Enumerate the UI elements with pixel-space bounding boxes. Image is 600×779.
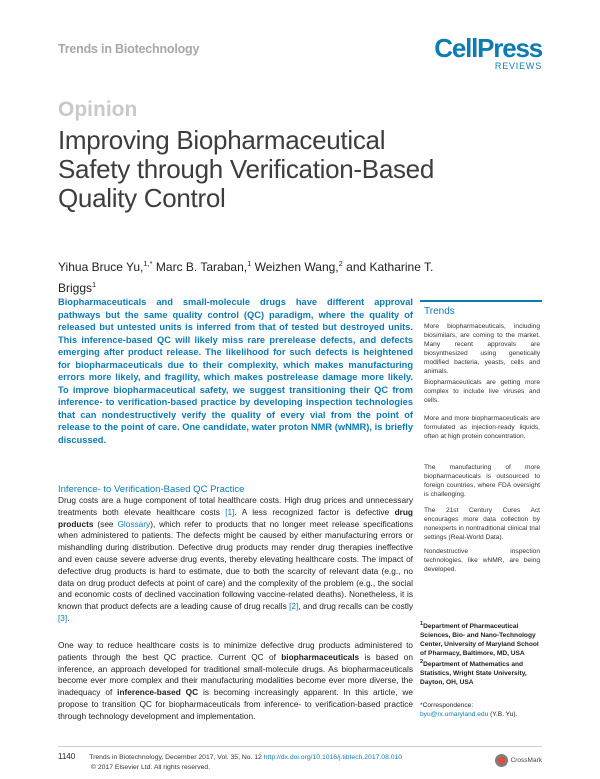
correspondence-email[interactable]: byu@rx.umaryland.edu — [420, 711, 489, 719]
affiliation-sup: 1 — [420, 621, 424, 627]
affiliations — [420, 620, 545, 719]
page-number: 1140 — [58, 752, 76, 761]
glossary-term: biopharmaceuticals — [281, 651, 360, 662]
cellpress-logo[interactable] — [434, 33, 542, 71]
trend-item: Nondestructive inspection technologies, like wNMR, are being developed. — [424, 548, 540, 574]
author-list — [58, 255, 438, 297]
affiliation-text: Department of Pharmaceutical Sciences, Bio- and Nano-Technology Center, University of Maryland School of Pharmacy, Baltimore, MD, USA — [420, 623, 539, 658]
trend-item: Biopharmaceuticals are getting more complex to include live viruses and cells. — [424, 379, 540, 405]
reference-link[interactable]: [3] — [58, 612, 68, 623]
text-run: is based on inference, an approach developed for traditional small-molecule drugs. As biopharmaceuticals become ever more complex and their manufacturing modalities become ever more diverse, the inadequacy of — [58, 651, 413, 698]
text-run: , and drug recalls can be costly — [298, 601, 414, 612]
trends-heading: Trends — [424, 306, 455, 317]
crossmark-badge[interactable] — [495, 754, 542, 767]
reference-link[interactable]: [1] — [225, 506, 235, 517]
author-name: Yihua Bruce Yu, — [58, 260, 144, 274]
author-sup: 1,* — [143, 259, 153, 268]
text-run: is becoming increasingly apparent. In this article, we propose to transition QC for biopharmaceuticals from inference- to verification-based practice through technology development and implementation. — [58, 687, 413, 721]
trend-item: More biopharmaceuticals, including biosimilars, are coming to the market. Many recent approvals are biosynthesized using genetically modified bacteria, yeasts, cells and animals. — [424, 323, 540, 376]
trends-rule — [420, 300, 542, 302]
footer — [58, 752, 402, 773]
affiliation-2 — [420, 658, 545, 687]
glossary-term: drug products — [58, 506, 413, 529]
body-paragraph-2 — [58, 640, 413, 723]
copyright: © 2017 Elsevier Ltd. All rights reserved. — [91, 764, 211, 771]
correspondence-name: (Y.B. Yu). — [488, 711, 518, 719]
author-name: and Katharine T. Briggs — [58, 260, 434, 295]
article-title: Improving Biopharmaceutical Safety through Verification-Based Quality Control — [58, 125, 434, 213]
logo-sub: REVIEWS — [494, 61, 542, 71]
trend-item: More and more biopharmaceuticals are formulated as injection-ready liquids, often at high protein concentration. — [424, 415, 540, 441]
footer-line-2 — [58, 763, 402, 773]
text-run: . — [67, 612, 70, 623]
doi-link[interactable]: http://dx.doi.org/10.1016/j.tibtech.2017.08.010 — [263, 754, 403, 761]
text-run: ), which refer to products that no longer meet release specifications when administered to patients. The defects might be caused by either manufacturing errors or mishandling during distribution. Defective drug products may render drug therapies ineffective and even cause severe adverse drug events, thereby elevating healthcare costs. The impact of defective drug products is hard to estimate, due to both the scarcity of relevant data (e.g., no data on drug product defects at point of care) and the complexity of the problem (e.g., the social and economic costs of declined vaccination following vaccine-related deaths). Nonetheless, it is known that product defects are a leading cause of drug recalls — [58, 518, 413, 612]
glossary-link[interactable]: Glossary — [117, 518, 151, 529]
author-sup: 2 — [338, 259, 343, 268]
affiliation-text: Department of Mathematics and Statistics, Wright State University, Dayton, OH, USA — [420, 661, 527, 687]
author-sup: 1 — [92, 280, 97, 289]
crossmark-icon — [495, 754, 508, 767]
trend-item: The manufacturing of more biopharmaceuticals is outsourced to foreign countries, where FDA oversight is challenging. — [424, 464, 540, 499]
section-heading: Inference- to Verification-Based QC Practice — [58, 484, 245, 495]
glossary-term: inference-based QC — [117, 687, 199, 698]
logo-main: CellPress — [434, 33, 542, 63]
footer-citation: Trends in Biotechnology, December 2017, Vol. 35, No. 12 — [89, 754, 264, 761]
abstract: Biopharmaceuticals and small-molecule drugs have different approval pathways but the same quality control (QC) paradigm, where the quality of released but untested units is inferred from that of tested but destroyed units. This inference-based QC will likely miss rare prerelease defects, and defects emerging after product release. The likelihood for such defects is heightened for biopharmaceuticals due to their complexity, which makes manufacturing errors more likely, and fragility, which makes postrelease damage more likely. To improve biopharmaceutical safety, we suggest transitioning their QC from inference- to verification-based practice by developing inspection technologies that can nondestructively verify the quality of every vial from the point of release to the point of care. One candidate, water proton NMR (wNMR), is briefly discussed. — [58, 297, 413, 445]
author-name: Marc B. Taraban, — [152, 260, 248, 274]
correspondence-label: *Correspondence: — [420, 702, 474, 710]
footer-line-1 — [58, 752, 402, 763]
text-run: (see — [93, 518, 118, 529]
footer-rule — [58, 746, 542, 747]
affiliation-sup: 2 — [420, 659, 424, 666]
author-sup: 1 — [247, 259, 252, 268]
text-run: . A less recognized factor is defective — [234, 506, 395, 517]
reference-link[interactable]: [2] — [289, 601, 299, 612]
text-run: One way to reduce healthcare costs is to minimize defective drug products administered to patients through the best QC practice. Current QC of — [58, 640, 413, 662]
text-run: Drug costs are a huge component of total healthcare costs. High drug prices and unnecessary treatments both elevate healthcare costs — [58, 495, 413, 517]
trends-box — [420, 300, 542, 580]
correspondence — [420, 701, 545, 719]
body-paragraph-1 — [58, 495, 413, 625]
article-type: Opinion — [58, 98, 138, 121]
journal-name: Trends in Biotechnology — [58, 42, 200, 56]
trend-item: The 21st Century Cures Act encourages more data collection by nonexperts in nontraditional clinical trial settings (Real-World Data). — [424, 507, 540, 542]
author-name: Weizhen Wang, — [251, 260, 339, 274]
affiliation-1 — [420, 620, 545, 658]
crossmark-label: CrossMark — [510, 757, 542, 764]
